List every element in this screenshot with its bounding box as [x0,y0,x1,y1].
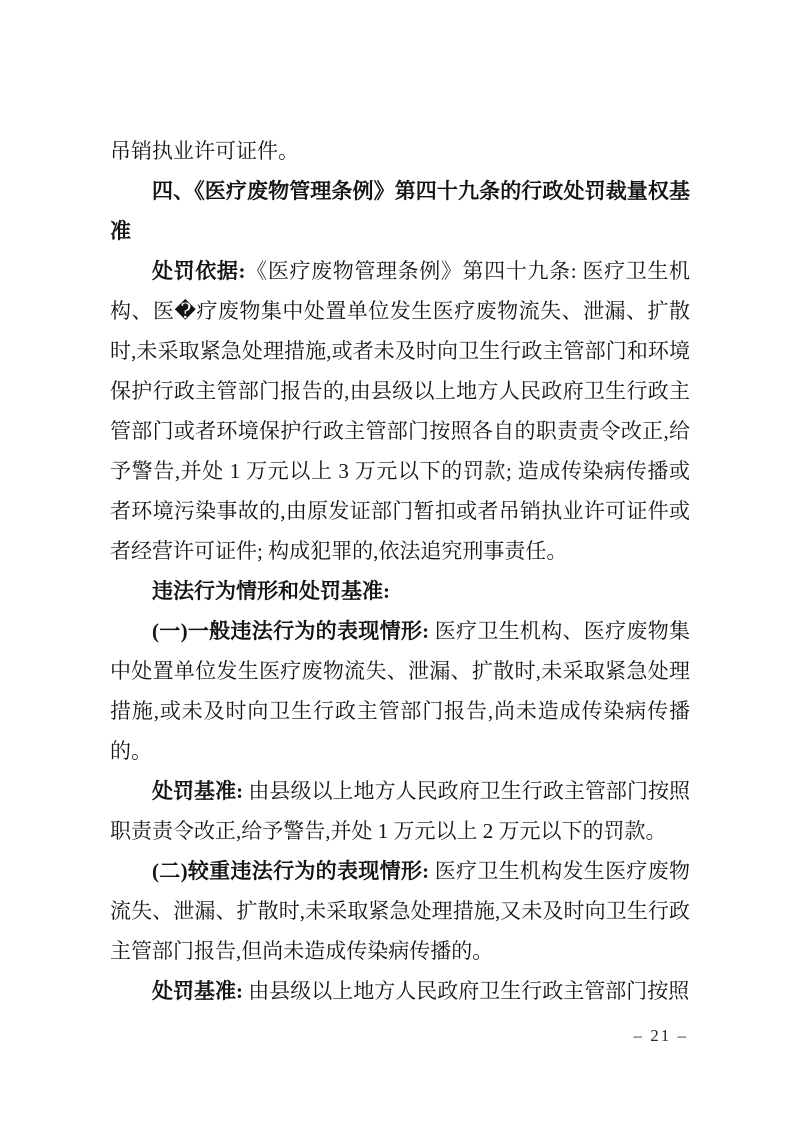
paragraph-text: 《医疗废物管理条例》第四十九条: 医疗卫生机构、医�疗废物集中处置单位发生医疗废物流失、泄漏、扩散时,未采取紧急处理措施,或者未及时向卫生行政主管部门和环境保护行政主管部门报告的,由县级以上地方人民政府卫生行政主管部门或者环境保护行政主管部门按照各自的职责责令改正,给予警告,并处 1 万元以上 3 万元以下的罚款; 造成传染病传播或者环境污染事故的,由原发证部门暂扣或者吊销执业许可证件或者经营许可证件; 构成犯罪的,依法追究刑事责任。 [110,259,690,563]
paragraph-penalty-1 [110,771,690,851]
page-number: – 21 – [633,1026,688,1045]
paragraph-text: 由县级以上地方人民政府卫生行政主管部门按照职责责令改正,给予警告,并处 1 万元以上 2 万元以下的罚款。 [110,779,691,843]
paragraph-penalty-basis [110,251,690,571]
paragraph-lead: 处罚依据: [152,259,246,283]
paragraph-text: 医疗卫生机构发生医疗废物流失、泄漏、扩散时,未采取紧急处理措施,又未及时向卫生行政主管部门报告,但尚未造成传染病传播的。 [110,859,691,963]
heading-text: 四、《医疗废物管理条例》第四十九条的行政处罚裁量权基准 [110,179,690,243]
paragraph-lead: 处罚基准: [152,779,244,803]
paragraph-case-2 [110,851,690,971]
paragraph-continuation [110,131,690,171]
paragraph-case-1 [110,611,690,771]
paragraph-lead: 处罚基准: [152,979,243,1003]
document-content [110,131,690,1011]
paragraph-lead: (一)一般违法行为的表现情形: [152,619,430,643]
page-footer [634,1026,689,1046]
paragraph-text: 吊销执业许可证件。 [110,139,299,163]
criteria-heading [110,571,690,611]
paragraph-text: 由县级以上地方人民政府卫生行政主管部门按照 [243,979,690,1003]
section-heading [110,171,690,251]
paragraph-penalty-2 [110,971,690,1011]
heading-text: 违法行为情形和处罚基准: [152,579,390,603]
paragraph-lead: (二)较重违法行为的表现情形: [152,859,430,883]
paragraph-text: 医疗卫生机构、医疗废物集中处置单位发生医疗废物流失、泄漏、扩散时,未采取紧急处理措施,或未及时向卫生行政主管部门报告,尚未造成传染病传播的。 [110,619,691,763]
